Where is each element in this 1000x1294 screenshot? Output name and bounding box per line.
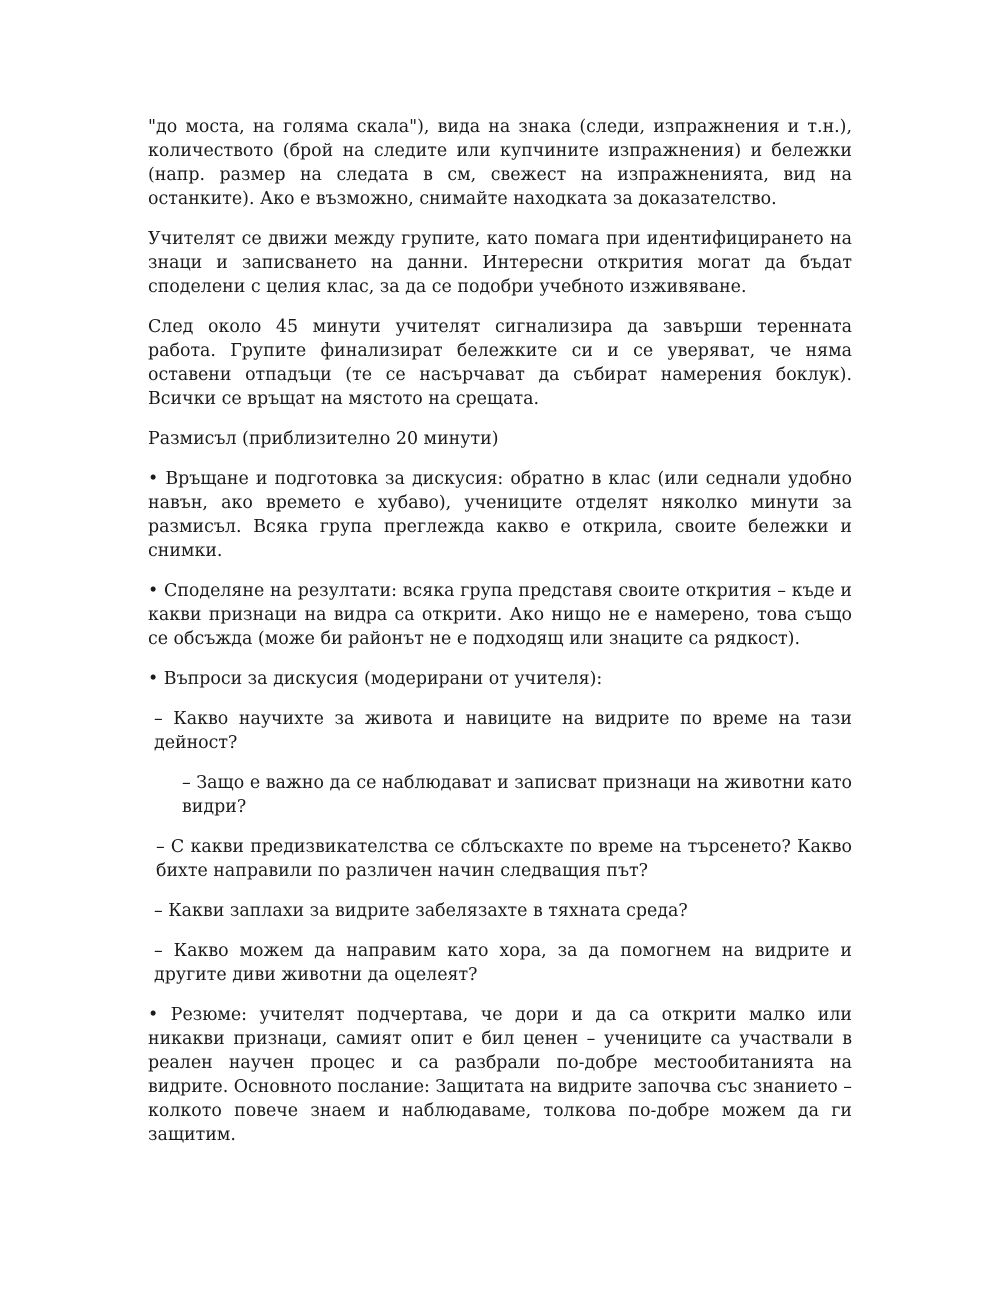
section-heading-reflection: Размисъл (приблизително 20 минути) — [148, 429, 499, 449]
question-item: – Защо е важно да се наблюдават и записват признаци на животни като видри? — [182, 773, 852, 817]
bullet-return-and-preparation: • Връщане и подготовка за дискусия: обратно в клас (или седнали удобно навън, ако времето е хубаво), учениците отделят няколко минути за размисъл. Всяка група преглежда какво е открила, своите бележки и снимки. — [148, 469, 852, 561]
paragraph-recording-instructions: "до моста, на голяма скала"), вида на знака (следи, изпражнения и т.н.), количеството (брой на следите или купчините изпражнения) и бележки (напр. размер на следата в см, свежест на изпражненията, вид на останките). Ако е възможно, снимайте находката за доказателство. — [148, 117, 852, 209]
document-page — [148, 115, 852, 1163]
paragraph-fieldwork-end: След около 45 минути учителят сигнализира да завърши теренната работа. Групите финализират бележките си и се уверяват, че няма оставени отпадъци (те се насърчават да събират намерения боклук). Всички се връщат на мястото на срещата. — [148, 317, 852, 409]
bullet-discussion-questions: • Въпроси за дискусия (модерирани от учителя): — [148, 669, 603, 689]
question-item: – Какво научихте за живота и навиците на видрите по време на тази дейност? — [154, 709, 852, 753]
paragraph-teacher-support: Учителят се движи между групите, като помага при идентифицирането на знаци и записването на данни. Интересни открития могат да бъдат споделени с целия клас, за да се подобри учебното изживяване. — [148, 229, 852, 297]
question-item: – Какви заплахи за видрите забелязахте в тяхната среда? — [154, 901, 688, 921]
bullet-summary: • Резюме: учителят подчертава, че дори и да са открити малко или никакви признаци, самият опит е бил ценен – учениците са участвали в реален научен процес и са разбрали по-добре местообитанията на видрите. Основното послание: Защитата на видрите започва със знанието – колкото повече знаем и наблюдаваме, толкова по-добре можем да ги защитим. — [148, 1005, 852, 1145]
question-item: – С какви предизвикателства се сблъскахте по време на търсенето? Какво бихте направили по различен начин следващия път? — [156, 837, 852, 881]
question-item: – Какво можем да направим като хора, за да помогнем на видрите и другите диви животни да оцелеят? — [154, 941, 852, 985]
bullet-sharing-results: • Споделяне на резултати: всяка група представя своите открития – къде и какви признаци на видра са открити. Ако нищо не е намерено, това също се обсъжда (може би районът не е подходящ или знаците са рядкост). — [148, 581, 852, 649]
